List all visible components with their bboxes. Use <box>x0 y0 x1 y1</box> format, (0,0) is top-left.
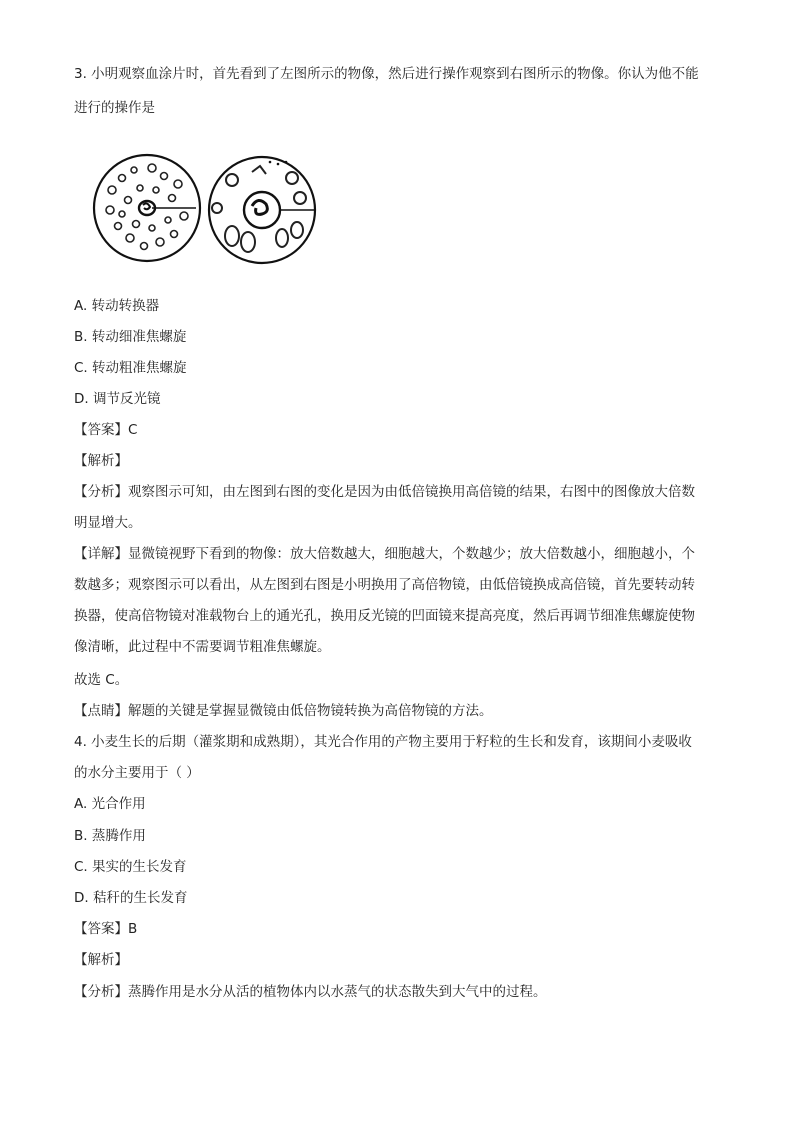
q3-option-d: D. 调节反光镜 <box>74 391 161 407</box>
q4-fenxi-text: 蒸腾作用是水分从活的植物体内以水蒸气的状态散失到大气中的过程。 <box>128 984 547 1000</box>
q3-xiangjie-line3: 换器，使高倍物镜对准载物台上的通光孔，换用反光镜的凹面镜来提高亮度，然后再调节细准焦螺旋使物 <box>74 608 695 624</box>
q4-option-c: C. 果实的生长发育 <box>74 859 187 875</box>
q3-answer-value: C <box>128 422 138 438</box>
q4-option-a: A. 光合作用 <box>74 796 146 812</box>
q3-analysis-label: 【解析】 <box>74 453 128 469</box>
q4-answer <box>74 919 137 939</box>
q3-fenxi-line1 <box>74 482 695 502</box>
q3-xiangjie-line4: 像清晰，此过程中不需要调节粗准焦螺旋。 <box>74 639 331 655</box>
q3-xiangjie-label: 【详解】 <box>74 546 128 562</box>
q3-fenxi-line2: 明显增大。 <box>74 515 142 531</box>
microscope-field-low-power-icon <box>94 155 200 261</box>
q4-stem-line1: 4. 小麦生长的后期（灌浆期和成熟期），其光合作用的产物主要用于籽粒的生长和发育，该期间小麦吸收 <box>74 734 692 750</box>
q4-analysis-label: 【解析】 <box>74 952 128 968</box>
q3-conclusion: 故选 C。 <box>74 672 129 688</box>
q3-xiangjie-text1: 显微镜视野下看到的物像：放大倍数越大，细胞越大，个数越少；放大倍数越小，细胞越小，个 <box>128 546 695 562</box>
q4-fenxi <box>74 982 547 1002</box>
q3-option-a: A. 转动转换器 <box>74 298 160 314</box>
q3-stem-line1: 3. 小明观察血涂片时，首先看到了左图所示的物像，然后进行操作观察到右图所示的物像。你认为他不能 <box>74 66 699 82</box>
q3-fenxi-label: 【分析】 <box>74 484 128 500</box>
q4-stem-line2: 的水分主要用于（ ） <box>74 765 200 781</box>
q3-xiangjie-line2: 数越多；观察图示可以看出，从左图到右图是小明换用了高倍物镜，由低倍镜换成高倍镜，首先要转动转 <box>74 577 695 593</box>
q3-option-c: C. 转动粗准焦螺旋 <box>74 360 187 376</box>
q3-figure <box>92 150 322 270</box>
q4-option-d: D. 秸秆的生长发育 <box>74 890 188 906</box>
q4-fenxi-label: 【分析】 <box>74 984 128 1000</box>
q3-option-b: B. 转动细准焦螺旋 <box>74 329 187 345</box>
q3-xiangjie-line1 <box>74 544 695 564</box>
q3-dianjing-text: 解题的关键是掌握显微镜由低倍物镜转换为高倍物镜的方法。 <box>128 703 493 719</box>
q3-figure-svg <box>92 150 322 270</box>
q3-answer <box>74 420 137 440</box>
q4-answer-label: 【答案】 <box>74 921 128 937</box>
q4-answer-value: B <box>128 921 138 937</box>
q3-answer-label: 【答案】 <box>74 422 128 438</box>
q3-stem-line2: 进行的操作是 <box>74 100 155 116</box>
q3-fenxi-text1: 观察图示可知，由左图到右图的变化是因为由低倍镜换用高倍镜的结果，右图中的图像放大倍数 <box>128 484 695 500</box>
q3-dianjing-label: 【点睛】 <box>74 703 128 719</box>
q3-dianjing <box>74 701 493 721</box>
q4-option-b: B. 蒸腾作用 <box>74 828 146 844</box>
microscope-field-high-power-icon <box>209 157 315 263</box>
